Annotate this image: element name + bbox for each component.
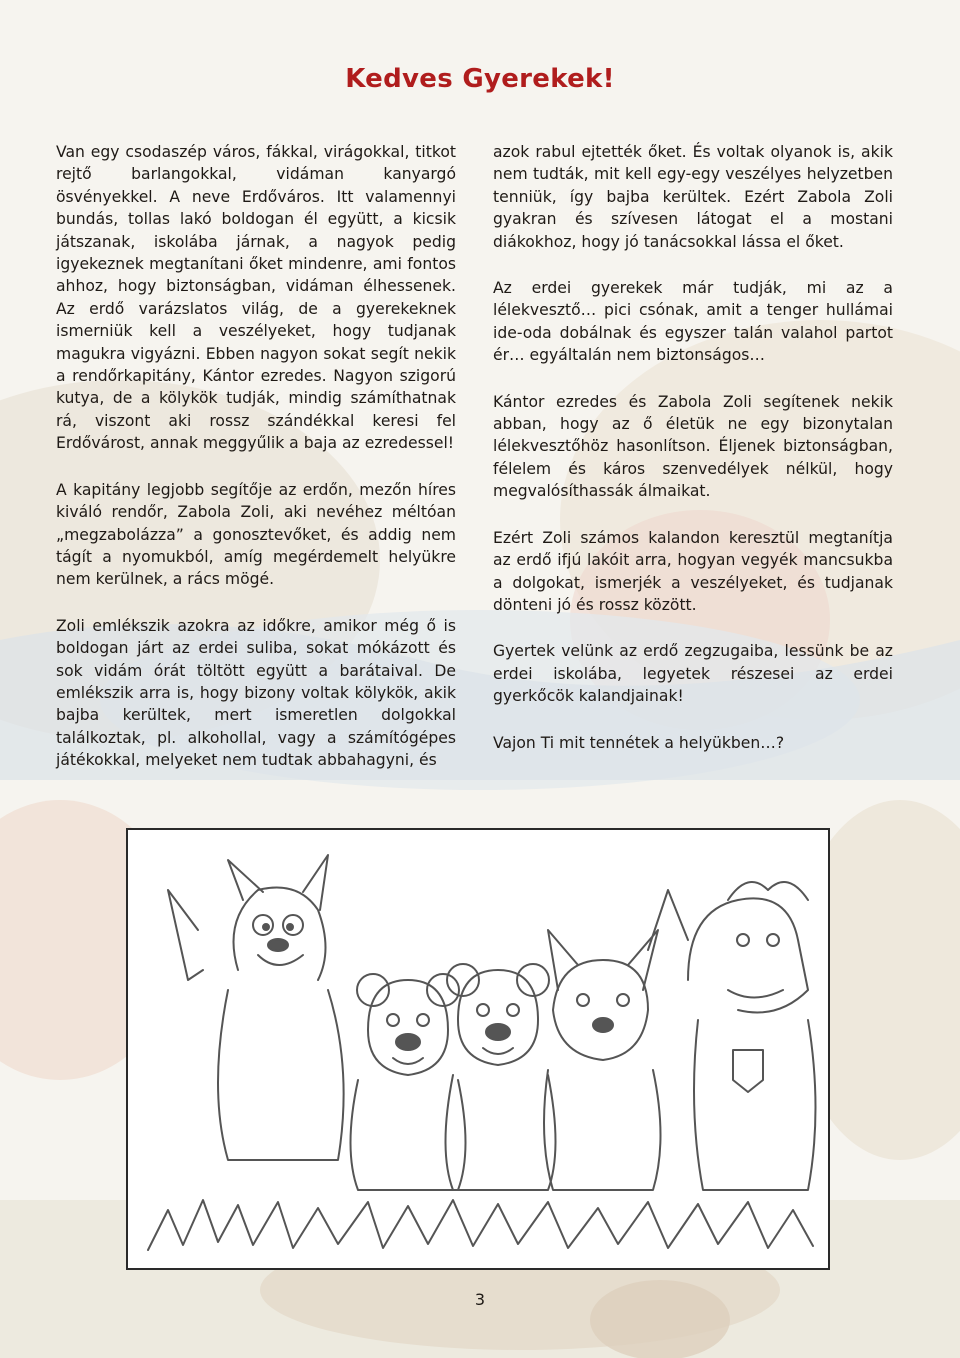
right-column [493,141,893,778]
horse-character [688,882,816,1190]
bear-character [446,964,556,1190]
paragraph: Az erdei gyerekek már tudják, mi az a lélekvesztő… pici csónak, amit a tenger hullámai ide-oda dobálnak és egyszer talán valahol partot ér… egyáltalán nem biztonságos… [493,279,893,365]
paragraph: Van egy csodaszép város, fákkal, virágokkal, titkot rejtő barlangokkal, vidáman kanyargó ösvényekkel. A neve Erdőváros. Itt valamennyi bundás, tollas lakó boldogan él együtt, a kicsik játszanak, iskolába járnak, a nagyok pedig igyekeznek megtanítani őket mindenre, ami fontos ahhoz, hogy biztonságban, vidáman élhessenek. Az erdő varázslatos világ, de a gyerekeknek ismerniük kell a veszélyeket, hogy tudjanak magukra vigyázni. Ebben nagyon sokat segít nekik a rendőrkapitány, Kántor ezredes. Nagyon szigorú kutya, de a kölykök tudják, mindig számíthatnak rá, viszont aki rossz szándékkal keresi fel Erdővárost, annak meggyűlik a baja az ezredessel! [56,143,456,453]
left-column [56,141,456,796]
paragraph: azok rabul ejtették őket. És voltak olyanok is, akik nem tudták, mit kell egy-egy veszélyes helyzetben tenniük, így bajba kerültek. Ezért Zabola Zoli gyakran és szívesen látogat el a mostani diákokhoz, hogy jó tanácsokkal lássa el őket. [493,143,893,251]
paragraph: Vajon Ti mit tennétek a helyükben…? [493,733,785,752]
paragraph: Gyertek velünk az erdő zegzugaiba, lessünk be az erdei iskolába, legyetek részesei az erdei gyerkőcök kalandjainak! [493,642,893,706]
paragraph: Kántor ezredes és Zabola Zoli segítenek nekik abban, hogy az ő életük ne egy bizonytalan lélekvesztőhöz hasonlítson. Éljenek biztonságban, félelem és káros szenvedélyek nélkül, hogy megvalósíthassák álmaikat. [493,392,893,501]
paragraph: Ezért Zoli számos kalandon keresztül megtanítja az erdő ifjú lakóit arra, hogyan vegyék mancsukba a dolgokat, ismerjék a veszélyeket, és tudjanak dönteni jó és rossz között. [493,528,893,614]
paragraph: Zoli emlékszik azokra az időkre, amikor még ő is boldogan járt az erdei suliba, sokat mókázott és sok vidám órát töltött együtt a barátaival. De emlékszik arra is, hogy bizony voltak kölykök, akik bajba kerültek, mert ismeretlen dolgokkal találkoztak, pl. alkohollal, vagy a számítógépes játékokkal, melyeket nem tudtak abbahagyni, és [56,616,456,770]
paragraph: A kapitány legjobb segítője az erdőn, mezőn híres kiváló rendőr, Zabola Zoli, aki nevéhez méltóan „megzabolázza” a gonosztevőket, és addig nem tágít a nyomukból, amíg megérdemelt helyükre nem kerülnek, a rács mögé. [56,480,456,589]
characters-illustration [126,828,830,1270]
fox-character [544,890,688,1190]
page-number: 3 [474,1290,486,1309]
page-title: Kedves Gyerekek! [345,64,615,94]
bear-character [351,974,466,1190]
wolf-character [168,855,344,1160]
